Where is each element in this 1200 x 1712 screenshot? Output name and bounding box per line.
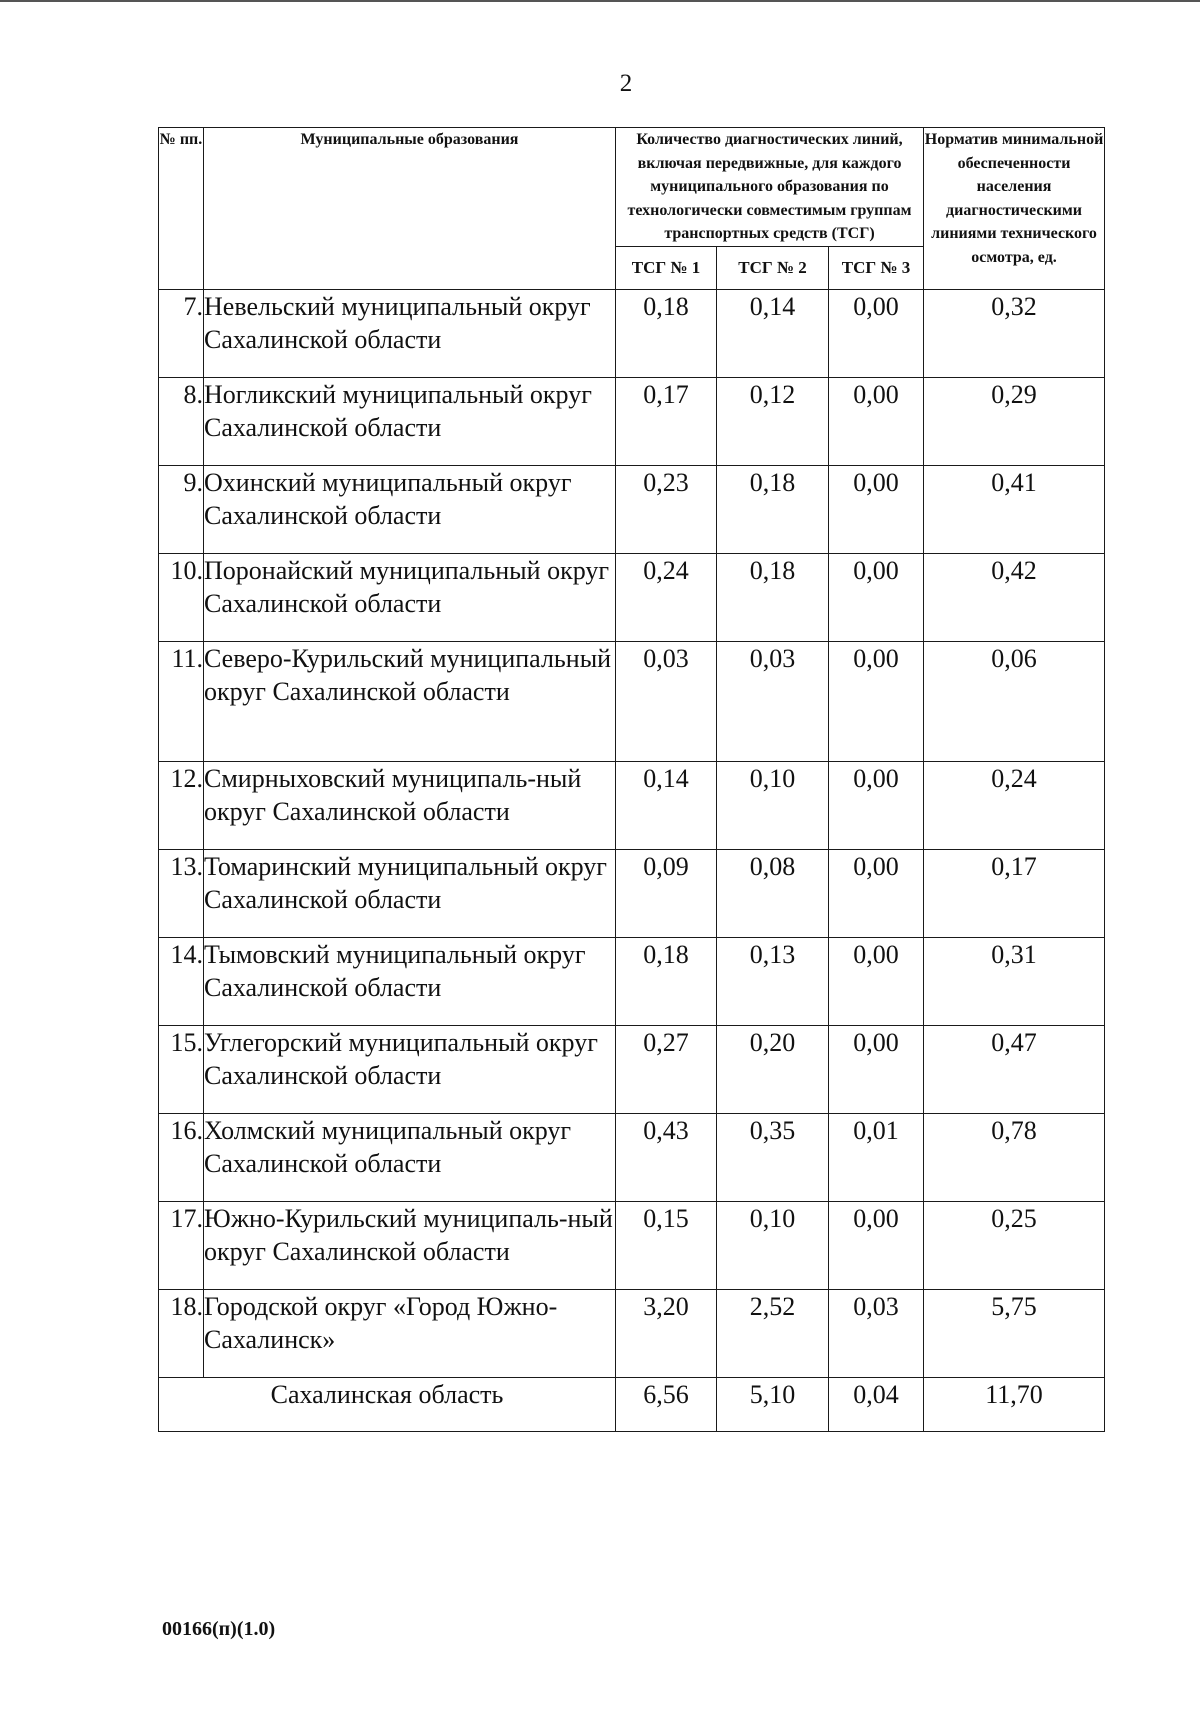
row-municipality: Смирныховский муниципаль-ный округ Сахалинской области xyxy=(204,761,616,849)
row-tsg2: 2,52 xyxy=(717,1289,829,1377)
row-tsg1: 0,24 xyxy=(616,553,717,641)
row-norm: 0,29 xyxy=(924,377,1105,465)
table-row xyxy=(159,377,1105,465)
table-row xyxy=(159,641,1105,761)
document-code: 00166(п)(1.0) xyxy=(162,1618,276,1640)
row-number: 15. xyxy=(159,1025,204,1113)
row-tsg3: 0,00 xyxy=(829,937,924,1025)
header-tsg2: ТСГ № 2 xyxy=(717,246,829,289)
page-number: 2 xyxy=(619,70,633,97)
row-tsg1: 0,18 xyxy=(616,289,717,377)
row-municipality: Южно-Курильский муниципаль-ный округ Сахалинской области xyxy=(204,1201,616,1289)
diagnostic-lines-table xyxy=(158,127,1105,1432)
table-row xyxy=(159,1201,1105,1289)
row-number: 14. xyxy=(159,937,204,1025)
row-norm: 0,42 xyxy=(924,553,1105,641)
row-tsg3: 0,00 xyxy=(829,641,924,761)
row-tsg3: 0,03 xyxy=(829,1289,924,1377)
row-tsg1: 0,18 xyxy=(616,937,717,1025)
row-number: 13. xyxy=(159,849,204,937)
row-municipality: Томаринский муниципальный округ Сахалинской области xyxy=(204,849,616,937)
row-tsg1: 0,14 xyxy=(616,761,717,849)
table-row xyxy=(159,553,1105,641)
table-row xyxy=(159,761,1105,849)
row-tsg2: 0,14 xyxy=(717,289,829,377)
header-number: № пп. xyxy=(159,128,204,290)
total-tsg2: 5,10 xyxy=(717,1377,829,1431)
row-number: 11. xyxy=(159,641,204,761)
row-tsg3: 0,00 xyxy=(829,849,924,937)
row-tsg2: 0,12 xyxy=(717,377,829,465)
table-row xyxy=(159,465,1105,553)
page-top-edge xyxy=(0,0,1200,2)
header-row xyxy=(159,128,1105,247)
row-tsg1: 0,15 xyxy=(616,1201,717,1289)
row-tsg2: 0,10 xyxy=(717,761,829,849)
row-tsg1: 0,09 xyxy=(616,849,717,937)
header-diagnostic-lines-count: Количество диагностических линий, включая передвижные, для каждого муниципального образования по технологически совместимым группам транспортных средств (ТСГ) xyxy=(616,128,924,247)
table-row xyxy=(159,1289,1105,1377)
row-tsg1: 0,27 xyxy=(616,1025,717,1113)
total-norm: 11,70 xyxy=(924,1377,1105,1431)
table-row xyxy=(159,849,1105,937)
row-tsg3: 0,00 xyxy=(829,377,924,465)
header-norm: Норматив минимальной обеспеченности населения диагностическими линиями технического осмотра, ед. xyxy=(924,128,1105,290)
row-norm: 5,75 xyxy=(924,1289,1105,1377)
row-tsg3: 0,00 xyxy=(829,465,924,553)
row-norm: 0,78 xyxy=(924,1113,1105,1201)
row-number: 7. xyxy=(159,289,204,377)
table-row xyxy=(159,1025,1105,1113)
table-row xyxy=(159,289,1105,377)
row-municipality: Городской округ «Город Южно-Сахалинск» xyxy=(204,1289,616,1377)
row-number: 8. xyxy=(159,377,204,465)
row-number: 12. xyxy=(159,761,204,849)
row-norm: 0,31 xyxy=(924,937,1105,1025)
total-row xyxy=(159,1377,1105,1431)
row-norm: 0,32 xyxy=(924,289,1105,377)
row-tsg2: 0,10 xyxy=(717,1201,829,1289)
row-municipality: Углегорский муниципальный округ Сахалинской области xyxy=(204,1025,616,1113)
row-municipality: Тымовский муниципальный округ Сахалинской области xyxy=(204,937,616,1025)
row-norm: 0,06 xyxy=(924,641,1105,761)
row-number: 10. xyxy=(159,553,204,641)
row-municipality: Холмский муниципальный округ Сахалинской области xyxy=(204,1113,616,1201)
row-tsg2: 0,18 xyxy=(717,553,829,641)
row-tsg3: 0,01 xyxy=(829,1113,924,1201)
row-tsg3: 0,00 xyxy=(829,553,924,641)
row-tsg1: 0,17 xyxy=(616,377,717,465)
row-municipality: Северо-Курильский муниципальный округ Сахалинской области xyxy=(204,641,616,761)
row-municipality: Невельский муниципальный округ Сахалинской области xyxy=(204,289,616,377)
row-tsg3: 0,00 xyxy=(829,289,924,377)
row-tsg3: 0,00 xyxy=(829,1025,924,1113)
row-tsg3: 0,00 xyxy=(829,761,924,849)
row-norm: 0,25 xyxy=(924,1201,1105,1289)
table-row xyxy=(159,937,1105,1025)
row-tsg1: 3,20 xyxy=(616,1289,717,1377)
row-number: 16. xyxy=(159,1113,204,1201)
header-tsg3: ТСГ № 3 xyxy=(829,246,924,289)
row-norm: 0,24 xyxy=(924,761,1105,849)
row-tsg1: 0,43 xyxy=(616,1113,717,1201)
row-tsg3: 0,00 xyxy=(829,1201,924,1289)
row-number: 17. xyxy=(159,1201,204,1289)
row-tsg2: 0,03 xyxy=(717,641,829,761)
row-norm: 0,41 xyxy=(924,465,1105,553)
row-tsg2: 0,20 xyxy=(717,1025,829,1113)
row-tsg1: 0,23 xyxy=(616,465,717,553)
row-tsg1: 0,03 xyxy=(616,641,717,761)
row-norm: 0,17 xyxy=(924,849,1105,937)
row-tsg2: 0,18 xyxy=(717,465,829,553)
header-tsg1: ТСГ № 1 xyxy=(616,246,717,289)
row-tsg2: 0,08 xyxy=(717,849,829,937)
row-tsg2: 0,35 xyxy=(717,1113,829,1201)
row-municipality: Ногликский муниципальный округ Сахалинской области xyxy=(204,377,616,465)
total-tsg3: 0,04 xyxy=(829,1377,924,1431)
total-tsg1: 6,56 xyxy=(616,1377,717,1431)
row-tsg2: 0,13 xyxy=(717,937,829,1025)
row-number: 9. xyxy=(159,465,204,553)
row-number: 18. xyxy=(159,1289,204,1377)
row-municipality: Поронайский муниципальный округ Сахалинской области xyxy=(204,553,616,641)
row-norm: 0,47 xyxy=(924,1025,1105,1113)
row-municipality: Охинский муниципальный округ Сахалинской области xyxy=(204,465,616,553)
header-municipality: Муниципальные образования xyxy=(204,128,616,290)
table-row xyxy=(159,1113,1105,1201)
total-label: Сахалинская область xyxy=(159,1377,616,1431)
